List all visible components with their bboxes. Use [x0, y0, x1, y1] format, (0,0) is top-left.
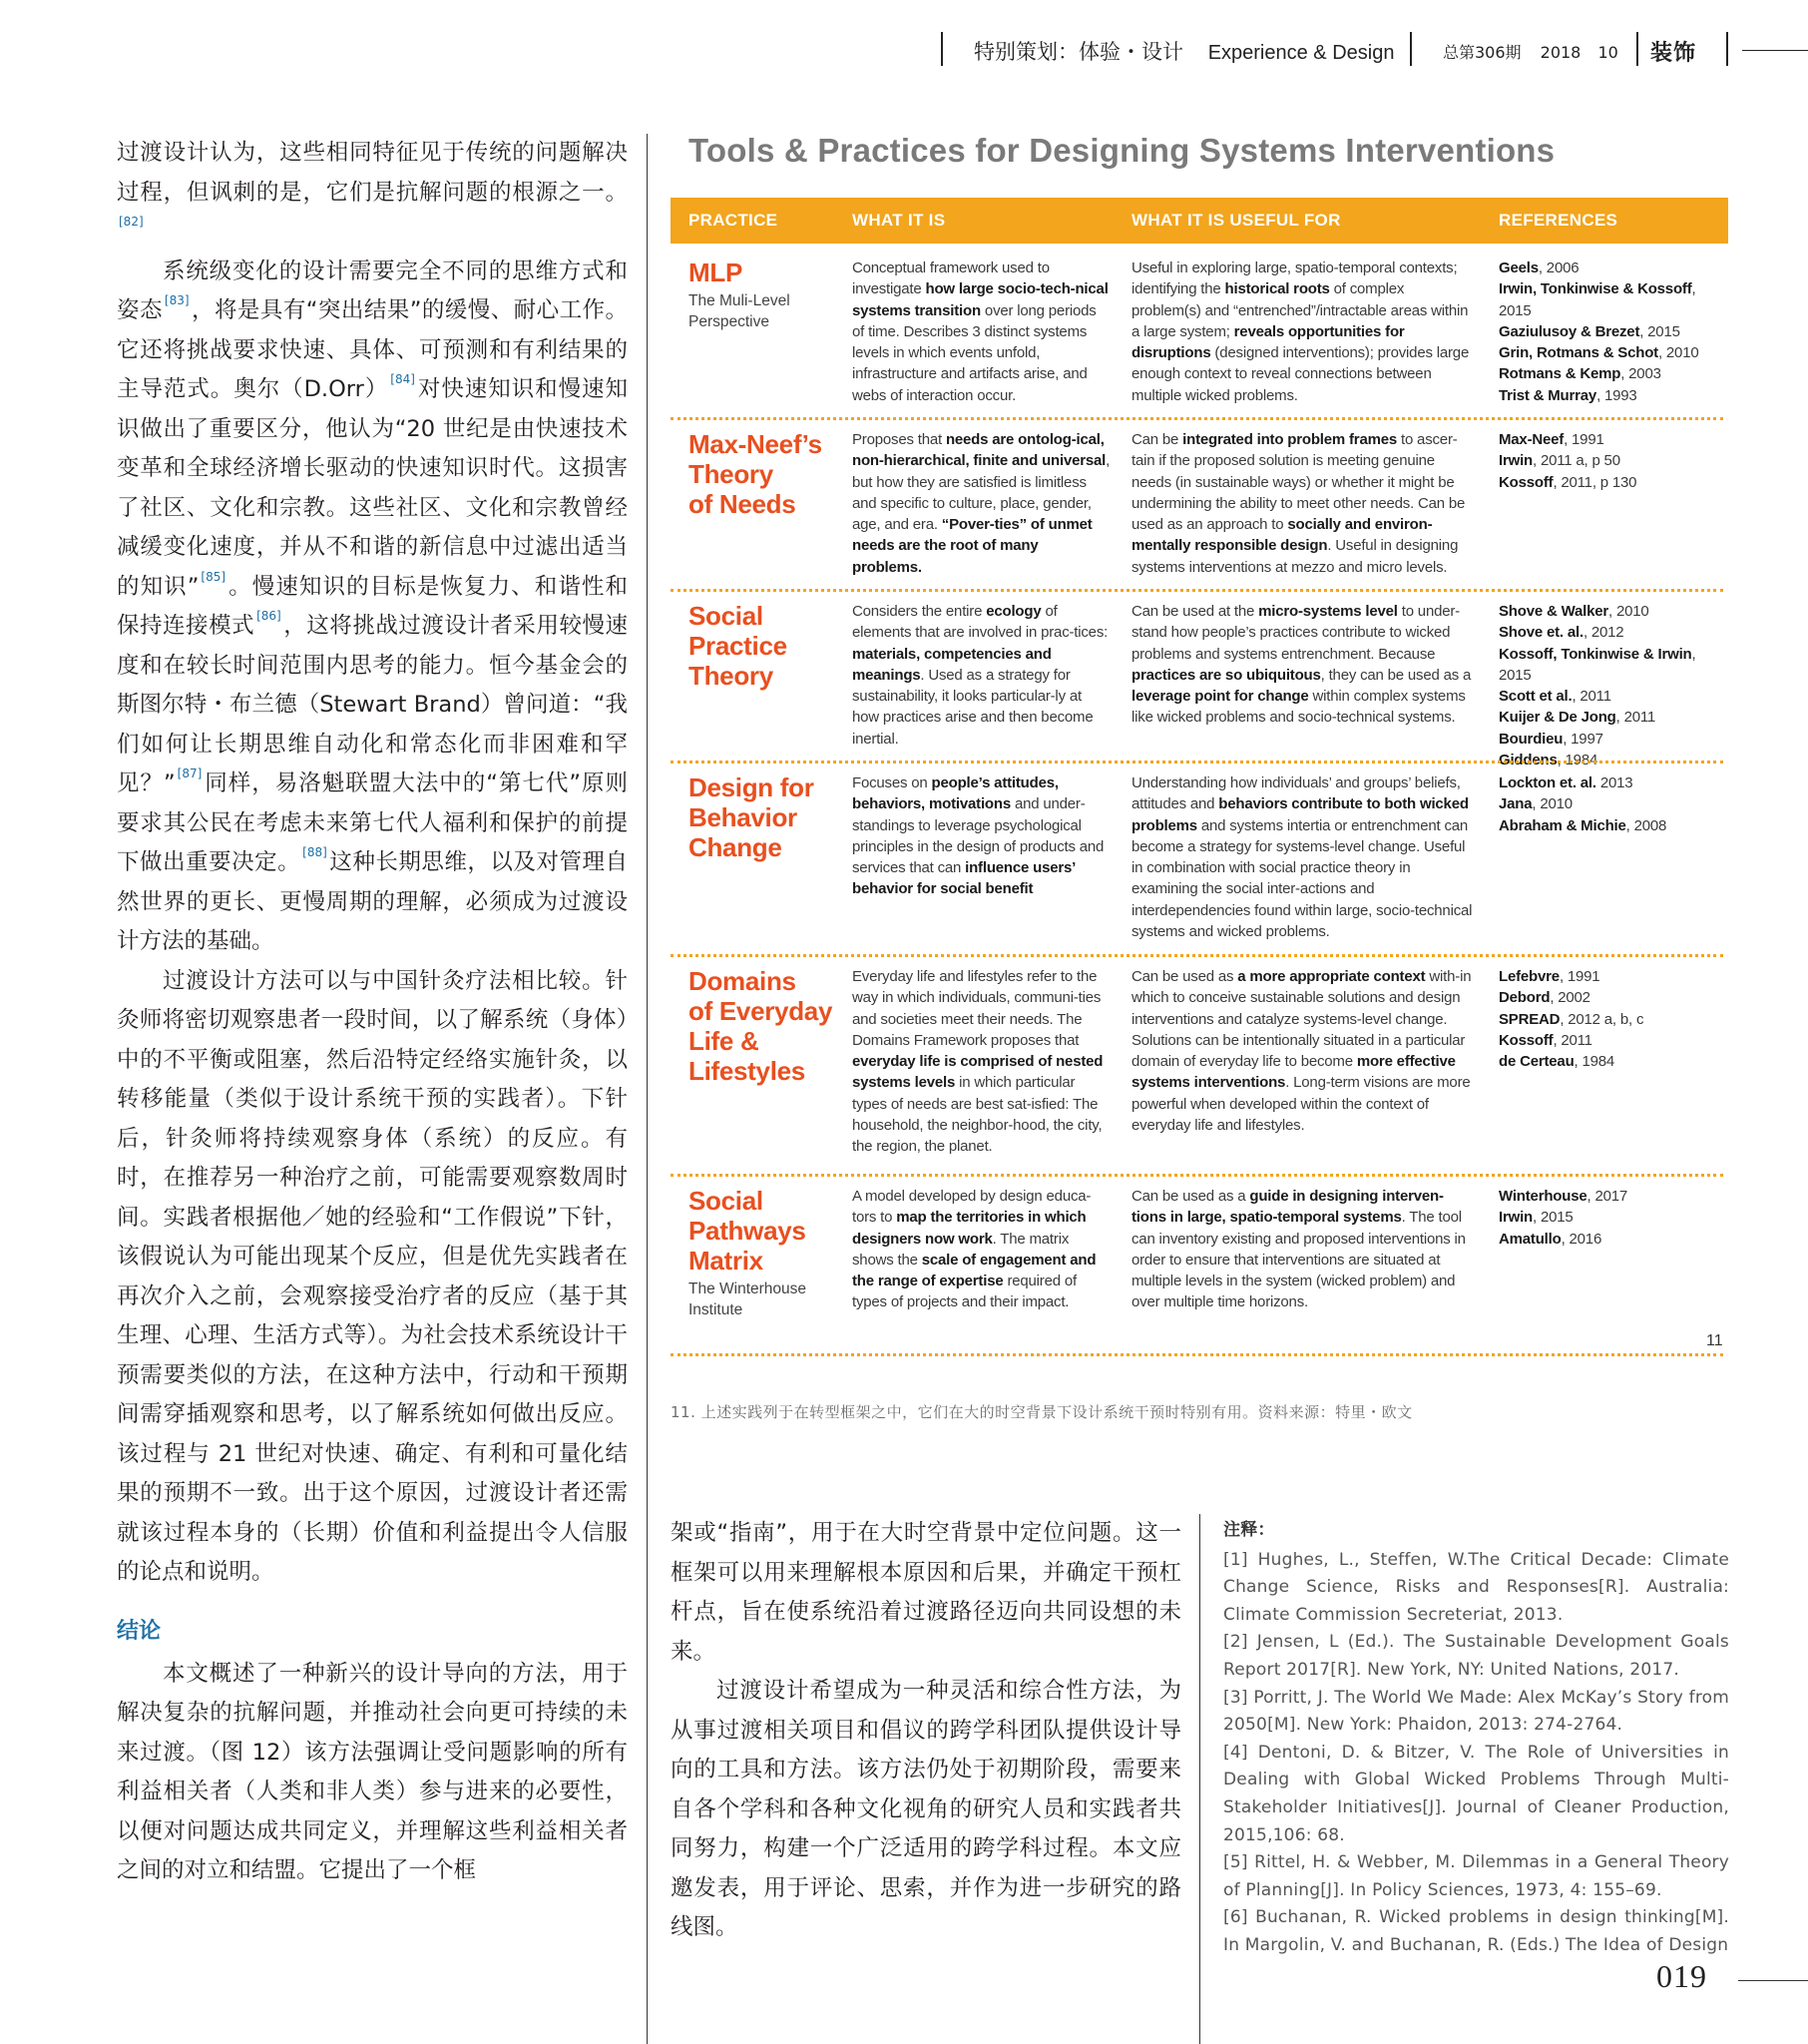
practice-name: Domains of Everyday Life & Lifestyles: [688, 966, 833, 1086]
practice-name: Design for Behavior Change: [688, 772, 814, 862]
practice-name: MLP: [688, 257, 742, 287]
reference-entry: Jana, 2010: [1499, 795, 1573, 813]
reference-entry: Irwin, 2011 a, p 50: [1499, 452, 1620, 470]
what-it-is-cell: Conceptual framework used to investigate how large socio-tech-nical systems transition over long periods of time. Describes 3 distinct systems levels in which events unfold, infrastructure and artifacts arise, and webs of interaction occur.: [852, 259, 1109, 404]
note-item: [1] Hughes, L., Steffen, W.The Critical Decade: Climate Change Science, Risks and Responses[R]. Australia: Climate Commission Secreteriat, 2013.: [1223, 1549, 1729, 1625]
row-separator: [671, 1174, 1723, 1177]
reference-entry: Gaziulusoy & Brezet, 2015: [1499, 322, 1680, 340]
useful-for-cell: Can be used as a guide in designing interven-tions in large, spatio-temporal systems. The tool can inventory existing and proposed interventions in order to ensure that interventions are situated at multiple levels in the system (wicked problem) and over multiple time horizons.: [1131, 1188, 1466, 1311]
practice-cell: [688, 257, 838, 332]
reference-entry: Shove et. al., 2012: [1499, 624, 1624, 642]
header-useful-for: WHAT IT IS USEFUL FOR: [1131, 211, 1341, 230]
note-item: [5] Rittel, H. & Webber, M. Dilemmas in a General Theory of Planning[J]. In Policy Sciences, 1973, 4: 155–69.: [1223, 1852, 1729, 1900]
magazine-brand: 装饰: [1650, 41, 1697, 66]
header-section-en: Experience & Design: [1207, 42, 1395, 64]
paragraph-text: 过渡设计认为，这些相同特征见于传统的问题解决过程，但讽刺的是，它们是抗解问题的根源之一。: [117, 140, 628, 206]
header-divider-2: [1410, 32, 1412, 66]
references-cell: [1499, 257, 1718, 406]
reference-entry: Irwin, Tonkinwise & Kossoff, 2015: [1499, 280, 1696, 319]
note-item: [2] Jensen, L (Ed.). The Sustainable Development Goals Report 2017[R]. New York, NY: United Nations, 2017.: [1223, 1632, 1729, 1680]
paragraph-text: ，这将挑战过渡设计者采用较慢速度和在较长时间范围内思考的能力。恒今基金会的斯图尔特・布兰德（Stewart Brand）曾问道：“我们如何让长期思维自动化和常态化而非困难和罕见？”: [117, 613, 628, 796]
row-separator: [671, 1353, 1723, 1356]
row-separator: [671, 589, 1723, 592]
practice-subtitle: The Muli-Level Perspective: [688, 292, 790, 330]
what-it-is-cell: Proposes that needs are ontolog-ical, non-hierarchical, finite and universal, but how they are satisfied is limitless and specific to culture, place, gender, age, and era. “Pover-ties” of unmet needs are the root of many problems.: [852, 431, 1111, 576]
what-it-is-cell: Everyday life and lifestyles refer to the way in which individuals, communi-ties and societies meet their needs. The Domains Framework proposes that everyday life is comprised of nested systems levels in which particular types of needs are best sat-isfied: The household, the neighbor-hood, the city, the region, the planet.: [852, 968, 1104, 1156]
paragraph-text: 。慢速知识的目标是恢复力、和谐性和保持连接模式: [117, 573, 628, 639]
middle-column: [671, 1514, 1181, 1948]
reference-entry: Lockton et. al. 2013: [1499, 774, 1633, 791]
citation: [85]: [201, 569, 226, 584]
reference-entry: Amatullo, 2016: [1499, 1230, 1602, 1248]
issue-year: 2018: [1540, 43, 1582, 62]
practice-cell: [688, 601, 838, 691]
reference-entry: Scott et al., 2011: [1499, 688, 1611, 706]
paragraph-text: 系统级变化的设计需要完全不同的思维方式和姿态: [117, 257, 628, 323]
note-item: [4] Dentoni, D. & Bitzer, V. The Role of Universities in Dealing with Global Wicked Problems Through Multi-Stakeholder Initiatives[J]. Journal of Cleaner Production, 2015,106: 68.: [1223, 1742, 1729, 1845]
practice-cell: [688, 429, 838, 519]
references-cell: [1499, 1186, 1718, 1250]
reference-entry: Kuijer & De Jong, 2011: [1499, 709, 1656, 727]
paragraph-text: 这种长期思维，以及对管理自然世界的更长、更慢周期的理解，必须成为过渡设计方法的基础。: [117, 849, 628, 954]
notes-heading: 注释：: [1223, 1520, 1275, 1540]
reference-entry: Kossoff, Tonkinwise & Irwin, 2015: [1499, 645, 1696, 684]
reference-entry: Max-Neef, 1991: [1499, 431, 1604, 448]
note-item: [6] Buchanan, R. Wicked problems in design thinking[M]. In Margolin, V. and Buchanan, R. (Eds.) The Idea of Design: [1223, 1907, 1729, 1955]
reference-entry: Kossoff, 2011, p 130: [1499, 473, 1637, 491]
paragraph-text: ，将是具有“突出结果”的缓慢、耐心工作。它还将挑战要求快速、具体、可预测和有利结果的主导范式。奥尔（D.Orr）: [117, 297, 628, 402]
header-divider-3: [1636, 32, 1638, 66]
paragraph: 过渡设计方法可以与中国针灸疗法相比较。针灸师将密切观察患者一段时间，以了解系统（身体）中的不平衡或阻塞，然后沿特定经络实施针灸，以转移能量（类似于设计系统干预的实践者）。下针后，针灸师将持续观察身体（系统）的反应。有时，在推荐另一种治疗之前，可能需要观察数周时间。实践者根据他／她的经验和“工作假说”下针，该假说认为可能出现某个反应，但是优先实践者在再次介入之前，会观察接受治疗者的反应（基于其生理、心理、生活方式等）。为社会技术系统设计干预需要类似的方法，在这种方法中，行动和干预期间需穿插观察和思考，以了解系统如何做出反应。该过程与 21 世纪对快速、确定、有利和可量化结果的预期不一致。出于这个原因，过渡设计者还需就该过程本身的（长期）价值和利益提出令人信服的论点和说明。: [117, 967, 628, 1585]
paragraph: [117, 134, 628, 253]
figure-number: 11: [1706, 1332, 1723, 1349]
figure-caption: 11. 上述实践列于在转型框架之中，它们在大的时空背景下设计系统干预时特别有用。资料来源：特里・欧文: [671, 1403, 1413, 1421]
page-number: 019: [1656, 1958, 1707, 1994]
reference-entry: SPREAD, 2012 a, b, c: [1499, 1010, 1644, 1028]
practice-name: Max-Neef’s Theory of Needs: [688, 429, 822, 519]
what-it-is-cell: Focuses on people’s attitudes, behaviors, motivations and under-standings to leverage psychological principles in the design of products and services that can influence users’ behavior for social benefit: [852, 774, 1105, 898]
useful-for-cell: Understanding how individuals’ and groups’ beliefs, attitudes and behaviors contribute to both wicked problems and systems intertia or entrenchment can become a strategy for systems-level change. Useful in combination with social practice theory in examining the social inter-actions and interdependencies found within large, socio-technical systems and wicked problems.: [1131, 774, 1473, 941]
page-number-rule: [1738, 1980, 1808, 1981]
citation: [82]: [119, 215, 144, 229]
references-cell: [1499, 429, 1718, 493]
header-section-cn: 特别策划：体验・设计: [974, 40, 1183, 64]
practice-cell: [688, 1186, 838, 1320]
row-separator: [671, 761, 1723, 764]
reference-entry: Geels, 2006: [1499, 259, 1580, 276]
paragraph: 过渡设计希望成为一种灵活和综合性方法，为从事过渡相关项目和倡议的跨学科团队提供设计导向的工具和方法。该方法仍处于初期阶段，需要来自各个学科和各种文化视角的研究人员和实践者共同努力，构建一个广泛适用的跨学科过程。本文应邀发表，用于评论、思索，并作为进一步研究的路线图。: [671, 1678, 1181, 1940]
header-divider-1: [941, 32, 943, 66]
useful-for-cell: Can be integrated into problem frames to ascer-tain if the proposed solution is meeting genuine needs (in sustainable ways) or whether it might be undermining the ability to meet other needs. Can be used as an approach to socially and environ-mentally responsible design. Useful in designing systems interventions at mezzo and micro levels.: [1131, 431, 1466, 576]
note-item: [3] Porritt, J. The World We Made: Alex McKay’s Story from 2050[M]. New York: Phaidon, 2013: 274-2764.: [1223, 1687, 1729, 1736]
references-cell: [1499, 966, 1718, 1072]
practice-cell: [688, 772, 838, 862]
figure-table-header: [671, 198, 1728, 244]
reference-entry: Shove & Walker, 2010: [1499, 603, 1649, 620]
notes-section: [1223, 1517, 1729, 1960]
references-cell: [1499, 601, 1718, 770]
paragraph: 架或“指南”，用于在大时空背景中定位问题。这一框架可以用来理解根本原因和后果，并确定干预杠杆点，旨在使系统沿着过渡路径迈向共同设想的未来。: [671, 1520, 1181, 1665]
reference-entry: Debord, 2002: [1499, 989, 1590, 1007]
practice-cell: [688, 966, 838, 1086]
useful-for-cell: Can be used at the micro-systems level to under-stand how people’s practices contribute to wicked problems and systems entrenchment. Because practices are so ubiquitous, they can be used as a leverage point for change within complex systems like wicked problems and socio-technical systems.: [1131, 603, 1472, 727]
practice-subtitle: The Winterhouse Institute: [688, 1280, 807, 1318]
figure-title: Tools & Practices for Designing Systems Interventions: [688, 132, 1556, 169]
reference-entry: Kossoff, 2011: [1499, 1031, 1592, 1049]
header-divider-4: [1726, 32, 1728, 66]
reference-entry: Bourdieu, 1997: [1499, 730, 1603, 748]
reference-entry: Grin, Rotmans & Schot, 2010: [1499, 344, 1699, 362]
citation: [87]: [177, 766, 203, 780]
references-cell: [1499, 772, 1718, 836]
reference-entry: de Certeau, 1984: [1499, 1053, 1615, 1071]
useful-for-cell: Can be used as a more appropriate context with-in which to conceive sustainable solutions and design interventions and catalyze systems-level change. Solutions can be intentionally situated in a particular domain of everyday life to become more effective systems interventions. Long-term visions are more powerful when developed within the context of everyday life and lifestyles.: [1131, 968, 1472, 1135]
row-separator: [671, 417, 1723, 420]
citation: [84]: [390, 372, 415, 386]
reference-entry: Trist & Murray, 1993: [1499, 386, 1637, 404]
column-divider-left: [647, 134, 648, 2044]
header-practice: PRACTICE: [688, 211, 778, 230]
practice-name: Social Practice Theory: [688, 601, 787, 691]
citation: [86]: [256, 609, 281, 623]
paragraph: [117, 253, 628, 962]
reference-entry: Winterhouse, 2017: [1499, 1188, 1628, 1205]
citation: [83]: [164, 293, 190, 307]
header-section: [974, 36, 1394, 66]
header-issue: [1443, 40, 1618, 63]
paragraph-text: 对快速知识和慢速知识做出了重要区分，他认为“20 世纪是由快速技术变革和全球经济增长驱动的快速知识时代。这损害了社区、文化和宗教。这些社区、文化和宗教曾经减缓变化速度，并从不和谐的新信息中过滤出适当的知识”: [117, 376, 628, 600]
column-divider-notes: [1199, 1514, 1200, 2044]
section-heading: 结论: [117, 1618, 162, 1644]
practice-name: Social Pathways Matrix: [688, 1186, 806, 1276]
left-column: [117, 134, 628, 1891]
paragraph: 本文概述了一种新兴的设计导向的方法，用于解决复杂的抗解问题，并推动社会向更可持续的未来过渡。（图 12）该方法强调让受问题影响的所有利益相关者（人类和非人类）参与进来的必要性，以便对问题达成共同定义，并理解这些利益相关者之间的对立和结盟。它提出了一个框: [117, 1660, 628, 1883]
header-right-line: [1742, 50, 1808, 51]
header-what-it-is: WHAT IT IS: [852, 211, 946, 230]
row-separator: [671, 954, 1723, 957]
reference-entry: Abraham & Michie, 2008: [1499, 816, 1667, 834]
citation: [88]: [302, 845, 327, 859]
useful-for-cell: Useful in exploring large, spatio-temporal contexts; identifying the historical roots of complex problem(s) and “entrenched”/intractable areas within a large system; reveals opportunities for disruptions (designed interventions); provides large enough context to reveal connections between multiple wicked problems.: [1131, 259, 1470, 404]
what-it-is-cell: A model developed by design educa-tors to map the territories in which designers now work. The matrix shows the scale of engagement and the range of expertise required of types of projects and their impact.: [852, 1188, 1097, 1311]
issue-month: 10: [1597, 43, 1618, 62]
header-references: REFERENCES: [1499, 211, 1618, 230]
what-it-is-cell: Considers the entire ecology of elements that are involved in prac-tices: materials, competencies and meanings. Used as a strategy for sustainability, it looks particular-ly at how practices arise and then become inertial.: [852, 603, 1109, 748]
reference-entry: Rotmans & Kemp, 2003: [1499, 365, 1661, 383]
reference-entry: Giddens, 1984: [1499, 752, 1598, 769]
reference-entry: Irwin, 2015: [1499, 1209, 1574, 1227]
paragraph-text: 同样，易洛魁联盟大法中的“第七代”原则要求其公民在考虑未来第七代人福利和保护的前提下做出重要决定。: [117, 770, 628, 875]
issue-number: 总第306期: [1443, 43, 1522, 62]
reference-entry: Lefebvre, 1991: [1499, 968, 1600, 985]
